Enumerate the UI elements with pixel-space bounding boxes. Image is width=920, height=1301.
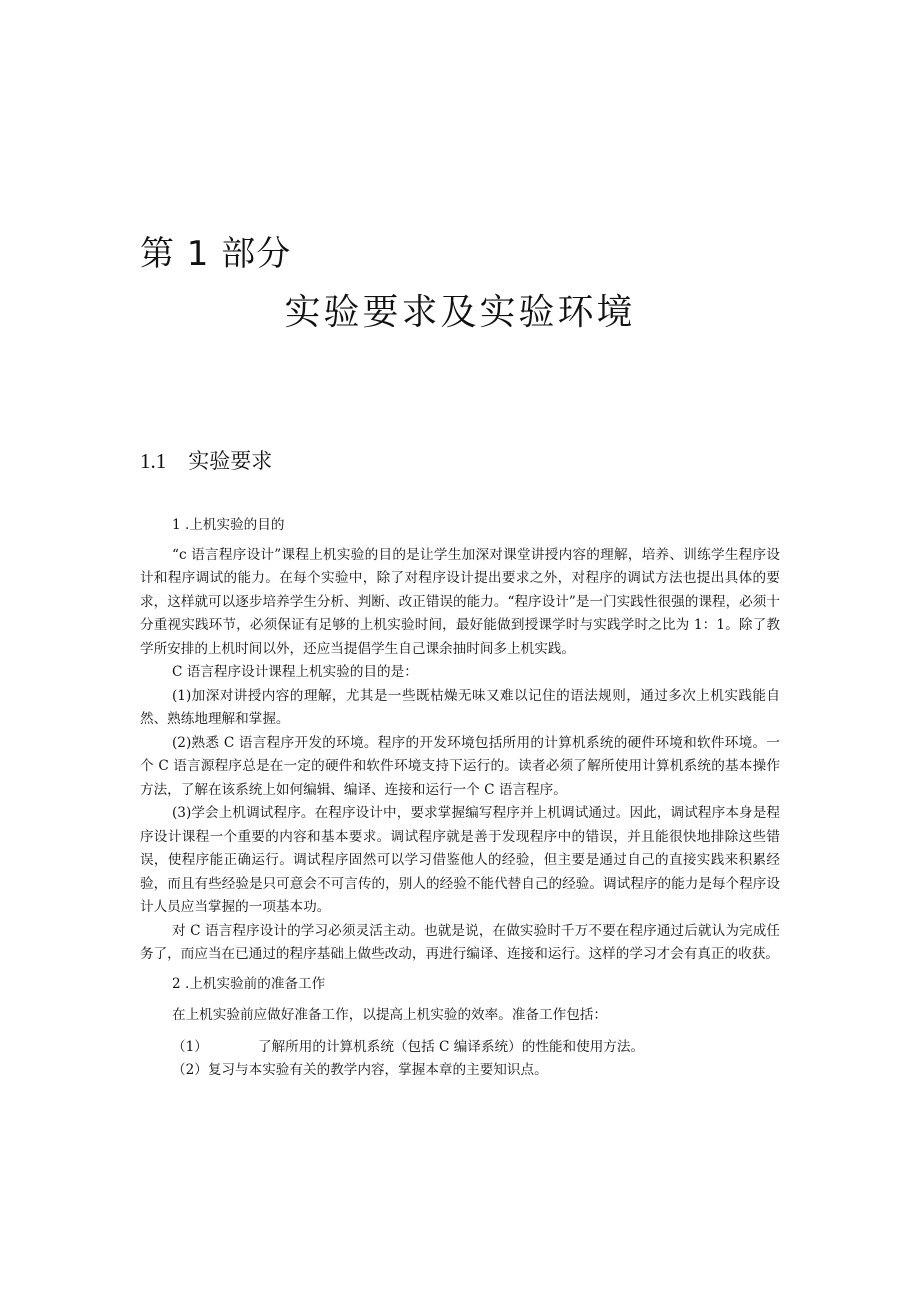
purpose-intro: C 语言程序设计课程上机实验的目的是： xyxy=(172,664,418,680)
prep-intro: 在上机实验前应做好准备工作，以提高上机实验的效率。准备工作包括： xyxy=(172,1007,607,1023)
prep-item-label: （1） xyxy=(172,1038,208,1055)
body-text xyxy=(140,514,780,1083)
closing-paragraph: 对 C 语言程序设计的学习必须灵活主动。也就是说，在做实验时千万不要在程序通过后就认为完成任务了，而应当在已通过的程序基础上做些改动，再进行编译、连接和运行。这样的学习才会有真正的收获。 xyxy=(140,922,780,962)
section-title: 实验要求 xyxy=(188,449,273,473)
purpose-heading: 1 .上机实验的目的 xyxy=(172,517,285,533)
part-title: 第 1 部分 xyxy=(140,234,292,274)
purpose-item-2: (2)熟悉 C 语言程序开发的环境。程序的开发环境包括所用的计算机系统的硬件环境和软件环境。一个 C 语言源程序总是在一定的硬件和软件环境支持下运行的。读者必须了解所使用计算机系统的基本操作方法，了解在该系统上如何编辑、编译、连接和运行一个 C 语言程序。 xyxy=(140,734,780,798)
prep-item-text: 了解所用的计算机系统（包括 C 编译系统）的性能和使用方法。 xyxy=(258,1038,645,1055)
prep-item xyxy=(140,1036,780,1060)
purpose-paragraph: “c 语言程序设计”课程上机实验的目的是让学生加深对课堂讲授内容的理解，培养、训练学生程序设计和程序调试的能力。在每个实验中，除了对程序设计提出要求之外，对程序的调试方法也提出具体的要求，这样就可以逐步培养学生分析、判断、改正错误的能力。“程序设计”是一门实践性很强的课程，必须十分重视实践环节，必须保证有足够的上机实验时间，最好能做到授课学时与实践学时之比为 1：1。除了教学所安排的上机时间以外，还应当提倡学生自己课余抽时间多上机实践。 xyxy=(140,546,780,657)
section-heading xyxy=(140,445,272,475)
prep-heading: 2 .上机实验前的准备工作 xyxy=(172,975,326,992)
purpose-item-3: (3)学会上机调试程序。在程序设计中，要求掌握编写程序并上机调试通过。因此，调试程序本身是程序设计课程一个重要的内容和基本要求。调试程序就是善于发现程序中的错误，并且能很快地排除这些错误，使程序能正确运行。调试程序固然可以学习借鉴他人的经验，但主要是通过自己的直接实践来积累经验，而且有些经验是只可意会不可言传的，别人的经验不能代替自己的经验。调试程序的能力是每个程序设计人员应当掌握的一项基本功。 xyxy=(140,805,780,915)
purpose-item-1: (1)加深对讲授内容的理解，尤其是一些既枯燥无味又难以记住的语法规则，通过多次上机实践能自然、熟练地理解和掌握。 xyxy=(140,687,780,727)
main-title: 实验要求及实验环境 xyxy=(284,292,636,333)
section-number: 1.1 xyxy=(140,449,167,473)
prep-item-label: （2） xyxy=(172,1062,208,1078)
prep-item xyxy=(140,1059,780,1083)
prep-item-text: 复习与本实验有关的教学内容，掌握本章的主要知识点。 xyxy=(207,1062,548,1078)
